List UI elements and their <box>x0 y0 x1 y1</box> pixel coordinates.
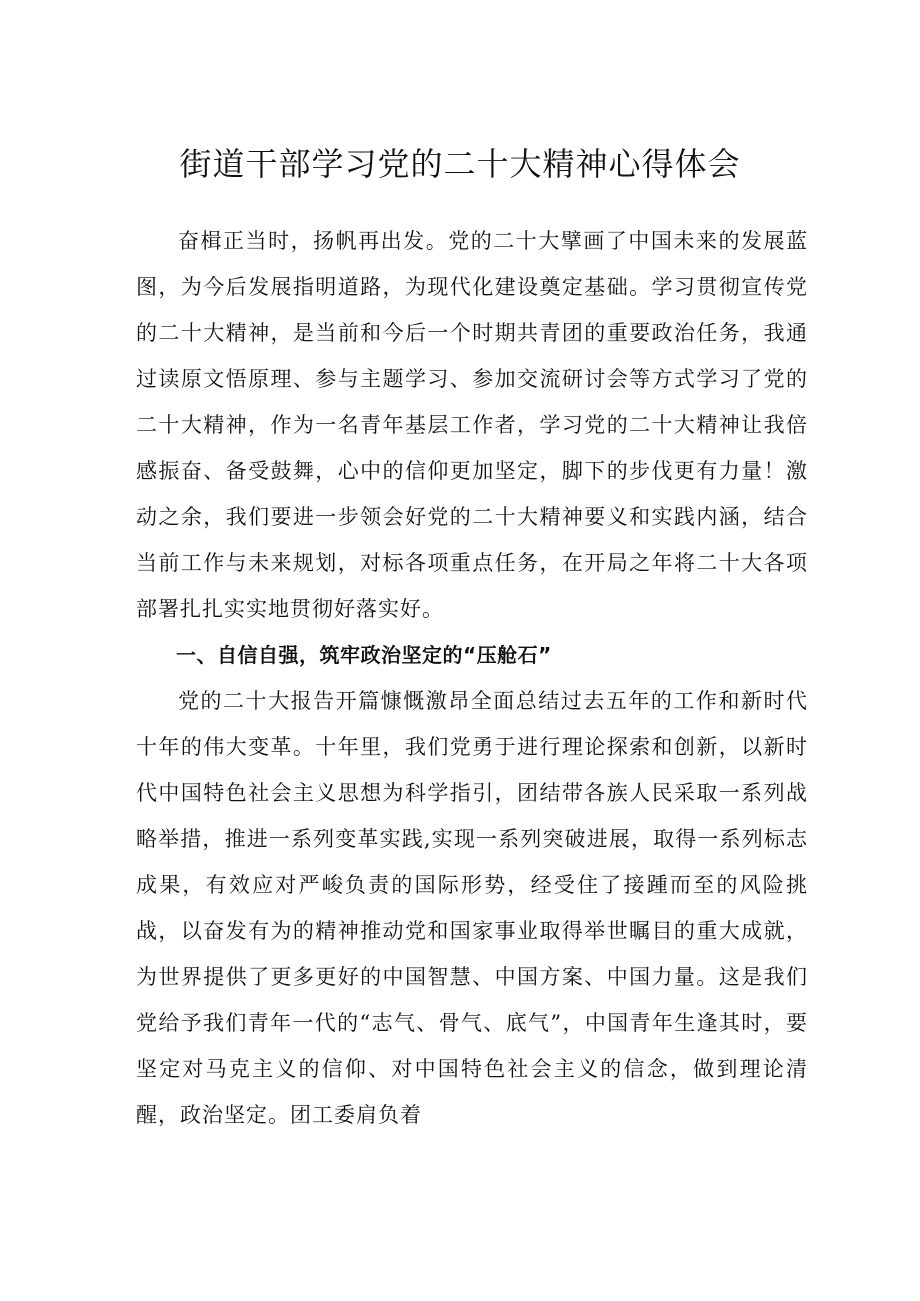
paragraph-intro: 奋楫正当时，扬帆再出发。党的二十大擘画了中国未来的发展蓝图，为今后发展指明道路，为现代化建设奠定基础。学习贯彻宣传党的二十大精神，是当前和今后一个时期共青团的重要政治任务，我通过读原文悟原理、参与主题学习、参加交流研讨会等方式学习了党的二十大精神，作为一名青年基层工作者，学习党的二十大精神让我倍感振奋、备受鼓舞，心中的信仰更加坚定，脚下的步伐更有力量！激动之余，我们要进一步领会好党的二十大精神要义和实践内涵，结合当前工作与未来规划，对标各项重点任务，在开局之年将二十大各项部署扎扎实实地贯彻好落实好。 <box>136 229 808 621</box>
document-title: 街道干部学习党的二十大精神心得体会 <box>179 145 741 183</box>
document-body <box>136 218 808 1138</box>
paragraph-section-one: 党的二十大报告开篇慷慨激昂全面总结过去五年的工作和新时代十年的伟大变革。十年里，我们党勇于进行理论探索和创新，以新时代中国特色社会主义思想为科学指引，团结带各族人民采取一系列战略举措，推进一系列变革实践,实现一系列突破进展，取得一系列标志成果，有效应对严峻负责的国际形势，经受住了接踵而至的风险挑战，以奋发有为的精神推动党和国家事业取得举世瞩目的重大成就，为世界提供了更多更好的中国智慧、中国方案、中国力量。这是我们党给予我们青年一代的“志气、骨气、底气”，中国青年生逢其时，要坚定对马克主义的信仰、对中国特色社会主义的信念，做到理论清醒，政治坚定。团工委肩负着 <box>136 689 808 1127</box>
section-heading: 一、自信自强，筑牢政治坚定的“压舱石” <box>176 643 552 667</box>
